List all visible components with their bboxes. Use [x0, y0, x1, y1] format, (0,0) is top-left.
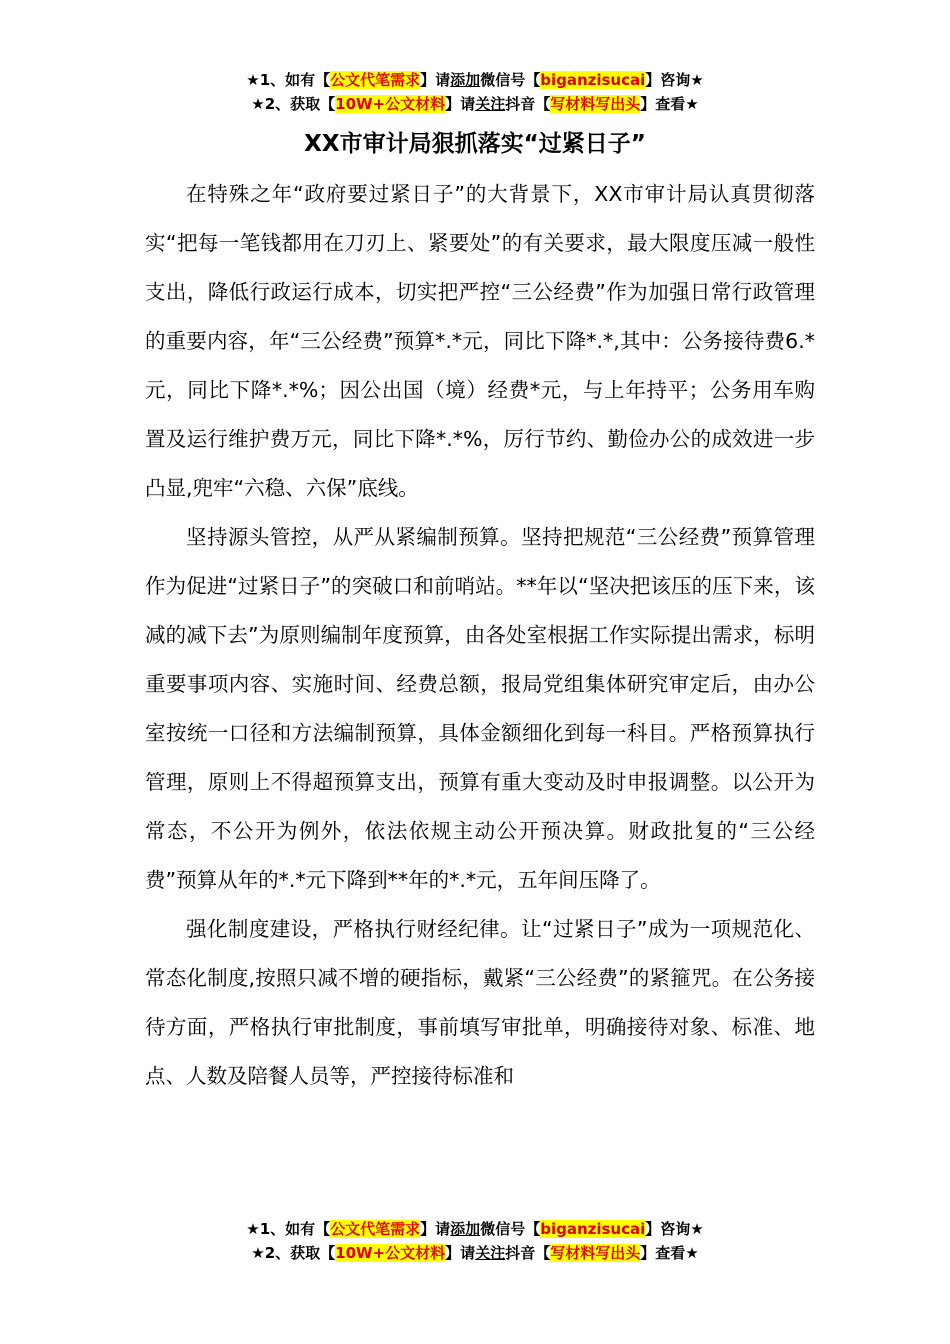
- highlight-service: 公文代笔需求: [330, 71, 421, 89]
- paragraph: 坚持源头管控，从严从紧编制预算。坚持把规范“三公经费”预算管理作为促进“过紧日子”的突破口和前哨站。**年以“坚决把该压的压下来，该减的减下去”为原则编制年度预算，由各处室根据工作实际提出需求，标明重要事项内容、实施时间、经费总额，报局党组集体研究审定后，由办公室按统一口径和方法编制预算，具体金额细化到每一科目。严格预算执行管理，原则上不得超预算支出，预算有重大变动及时申报调整。以公开为常态，不公开为例外，依法依规主动公开预决算。财政批复的“三公经费”预算从年的*.*元下降到**年的*.*元，五年间压降了。: [145, 525, 815, 892]
- star-icon: ★: [690, 1220, 704, 1238]
- highlight-douyin-account: 写材料写出头: [550, 95, 641, 113]
- star-icon: ★: [251, 95, 265, 113]
- header-notice-banner: [0, 68, 950, 116]
- notice-text: 】请: [445, 1244, 476, 1262]
- notice-text: 】请: [420, 71, 451, 89]
- star-icon: ★: [690, 71, 704, 89]
- footer-notice-banner: [0, 1217, 950, 1265]
- notice-text: 微信号【: [480, 71, 541, 89]
- notice-line-2: [0, 1241, 950, 1265]
- notice-text: 】请: [420, 1220, 451, 1238]
- notice-text: 】请: [445, 95, 476, 113]
- notice-text: 抖音【: [505, 1244, 551, 1262]
- highlight-wechat-id: biganzisucai: [540, 1220, 646, 1238]
- emphasis-text: 添加: [450, 71, 481, 89]
- notice-text: 】查看: [640, 95, 686, 113]
- star-icon: ★: [685, 1244, 699, 1262]
- notice-text: 抖音【: [505, 95, 551, 113]
- notice-line-2: [0, 92, 950, 116]
- highlight-materials: 10W+公文材料: [335, 95, 446, 113]
- star-icon: ★: [251, 1244, 265, 1262]
- emphasis-text: 关注: [475, 1244, 506, 1262]
- document-body: [145, 170, 815, 1101]
- star-icon: ★: [246, 1220, 260, 1238]
- notice-text: 】咨询: [645, 71, 691, 89]
- star-icon: ★: [246, 71, 260, 89]
- notice-text: 2、获取【: [264, 1244, 336, 1262]
- highlight-materials: 10W+公文材料: [335, 1244, 446, 1262]
- notice-text: 1、如有【: [259, 71, 331, 89]
- notice-text: 】咨询: [645, 1220, 691, 1238]
- paragraph: 在特殊之年“政府要过紧日子”的大背景下，XX市审计局认真贯彻落实“把每一笔钱都用在刀刃上、紧要处”的有关要求，最大限度压减一般性支出，降低行政运行成本，切实把严控“三公经费”作为加强日常行政管理的重要内容，年“三公经费”预算*.*元，同比下降*.*,其中：公务接待费6.*元，同比下降*.*%；因公出国（境）经费*元，与上年持平；公务用车购置及运行维护费万元，同比下降*.*%，厉行节约、勤俭办公的成效进一步凸显,兜牢“六稳、六保”底线。: [145, 182, 815, 500]
- document-title: XX市审计局狠抓落实“过紧日子”: [304, 131, 646, 157]
- notice-line-1: [0, 1217, 950, 1241]
- highlight-wechat-id: biganzisucai: [540, 71, 646, 89]
- notice-text: 2、获取【: [264, 95, 336, 113]
- paragraph: 强化制度建设，严格执行财经纪律。让“过紧日子”成为一项规范化、常态化制度,按照只减不增的硬指标，戴紧“三公经费”的紧箍咒。在公务接待方面，严格执行审批制度，事前填写审批单，明确接待对象、标准、地点、人数及陪餐人员等，严控接待标准和: [145, 917, 815, 1088]
- highlight-douyin-account: 写材料写出头: [550, 1244, 641, 1262]
- notice-text: 】查看: [640, 1244, 686, 1262]
- notice-text: 微信号【: [480, 1220, 541, 1238]
- star-icon: ★: [685, 95, 699, 113]
- notice-text: 1、如有【: [259, 1220, 331, 1238]
- highlight-service: 公文代笔需求: [330, 1220, 421, 1238]
- notice-line-1: [0, 68, 950, 92]
- emphasis-text: 添加: [450, 1220, 481, 1238]
- emphasis-text: 关注: [475, 95, 506, 113]
